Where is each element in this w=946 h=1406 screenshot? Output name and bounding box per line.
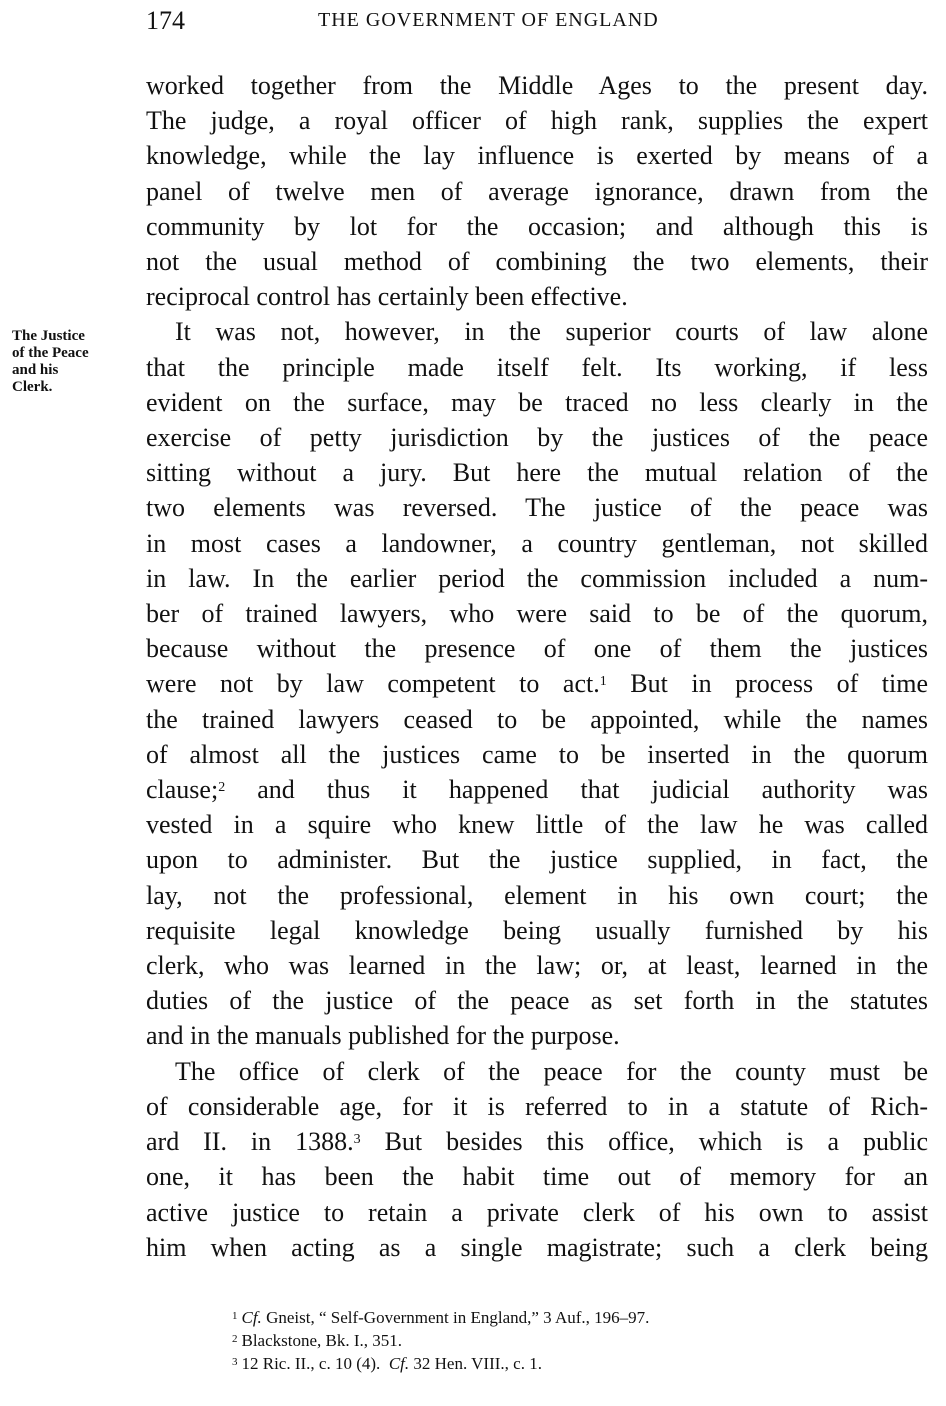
text-fragment: were not by law competent to act. — [146, 669, 600, 699]
footnote-cf: Cf. — [388, 1354, 410, 1373]
footnote-1 — [232, 1306, 649, 1329]
text-line: not the usual method of combining the two elements, their — [146, 247, 928, 277]
text-fragment: and thus it happened that judicial authority was — [225, 775, 928, 805]
text-line: duties of the justice of the peace as set forth in the statutes — [146, 986, 928, 1016]
footnote-2 — [232, 1329, 649, 1352]
marginal-note-line: Clerk. — [12, 379, 53, 395]
text-line: lay, not the professional, element in his own court; the — [146, 880, 928, 910]
text-line: upon to administer. But the justice supplied, in fact, the — [146, 845, 928, 875]
footnotes — [232, 1306, 649, 1375]
text-line: sitting without a jury. But here the mutual relation of the — [146, 458, 928, 488]
footnote-text: 12 Ric. II., c. 10 (4). — [241, 1354, 381, 1373]
footnote-ref: 1 — [599, 674, 607, 690]
text-line — [146, 666, 928, 701]
page-header — [146, 6, 936, 40]
footnote-ref: 3 — [353, 1132, 361, 1148]
text-fragment: ard II. in 1388. — [146, 1127, 354, 1157]
text-line: vested in a squire who knew little of the law he was called — [146, 810, 928, 840]
footnote-text: Blackstone, Bk. I., 351. — [241, 1331, 403, 1350]
text-line: because without the presence of one of them the justices — [146, 634, 928, 664]
text-line: community by lot for the occasion; and although this is — [146, 211, 928, 241]
text-fragment: But besides this office, which is a public — [360, 1127, 928, 1157]
footnote-3 — [232, 1352, 649, 1375]
text-line: of considerable age, for it is referred to in a statute of Rich- — [146, 1091, 928, 1121]
text-line — [146, 1124, 928, 1159]
page-number: 174 — [146, 6, 185, 35]
text-line — [146, 772, 928, 807]
text-line: The office of clerk of the peace for the county must be — [175, 1056, 928, 1086]
text-line: in law. In the earlier period the commission included a num- — [146, 563, 928, 593]
text-line: the trained lawyers ceased to be appointed, while the names — [146, 704, 928, 734]
footnote-mark: 2 — [232, 1333, 238, 1345]
footnote-text: 32 Hen. VIII., c. 1. — [409, 1354, 542, 1373]
marginal-note-line: The Justice — [12, 328, 85, 344]
text-line: one, it has been the habit time out of memory for an — [146, 1162, 928, 1192]
text-fragment: But in process of time — [606, 669, 928, 699]
footnote-mark: 1 — [232, 1310, 238, 1322]
footnote-ref: 2 — [218, 780, 226, 796]
text-line: worked together from the Middle Ages to the present day. — [146, 71, 928, 100]
text-line: exercise of petty jurisdiction by the justices of the peace — [146, 423, 928, 453]
running-head: THE GOVERNMENT OF ENGLAND — [318, 9, 659, 31]
footnote-mark: 3 — [232, 1356, 238, 1368]
text-line: The judge, a royal officer of high rank, supplies the expert — [146, 106, 928, 136]
text-line: knowledge, while the lay influence is exerted by means of a — [146, 141, 928, 171]
text-line: and in the manuals published for the purpose. — [146, 1021, 620, 1051]
text-line: that the principle made itself felt. Its working, if less — [146, 352, 928, 382]
footnote-text: Gneist, “ Self-Government in England,” 3 Auf., 196–97. — [261, 1308, 650, 1327]
text-line: him when acting as a single magistrate; such a clerk being — [146, 1232, 928, 1262]
marginal-note-line: and his — [12, 362, 59, 378]
text-line: in most cases a landowner, a country gentleman, not skilled — [146, 528, 928, 558]
text-line: reciprocal control has certainly been effective. — [146, 282, 628, 312]
text-line: clerk, who was learned in the law; or, at least, learned in the — [146, 951, 928, 981]
text-line: requisite legal knowledge being usually furnished by his — [146, 915, 928, 945]
text-fragment: clause; — [146, 775, 219, 805]
text-line: active justice to retain a private clerk of his own to assist — [146, 1197, 928, 1227]
footnote-cf: Cf. — [241, 1308, 262, 1327]
text-line: panel of twelve men of average ignorance, drawn from the — [146, 176, 928, 206]
text-line: It was not, however, in the superior courts of law alone — [175, 317, 928, 347]
marginal-note — [12, 328, 137, 396]
text-line: of almost all the justices came to be inserted in the quorum — [146, 739, 928, 769]
body-text — [146, 68, 928, 1265]
text-line: two elements was reversed. The justice of the peace was — [146, 493, 928, 523]
marginal-note-line: of the Peace — [12, 345, 89, 361]
text-line: ber of trained lawyers, who were said to be of the quorum, — [146, 599, 928, 629]
text-line: evident on the surface, may be traced no less clearly in the — [146, 387, 928, 417]
